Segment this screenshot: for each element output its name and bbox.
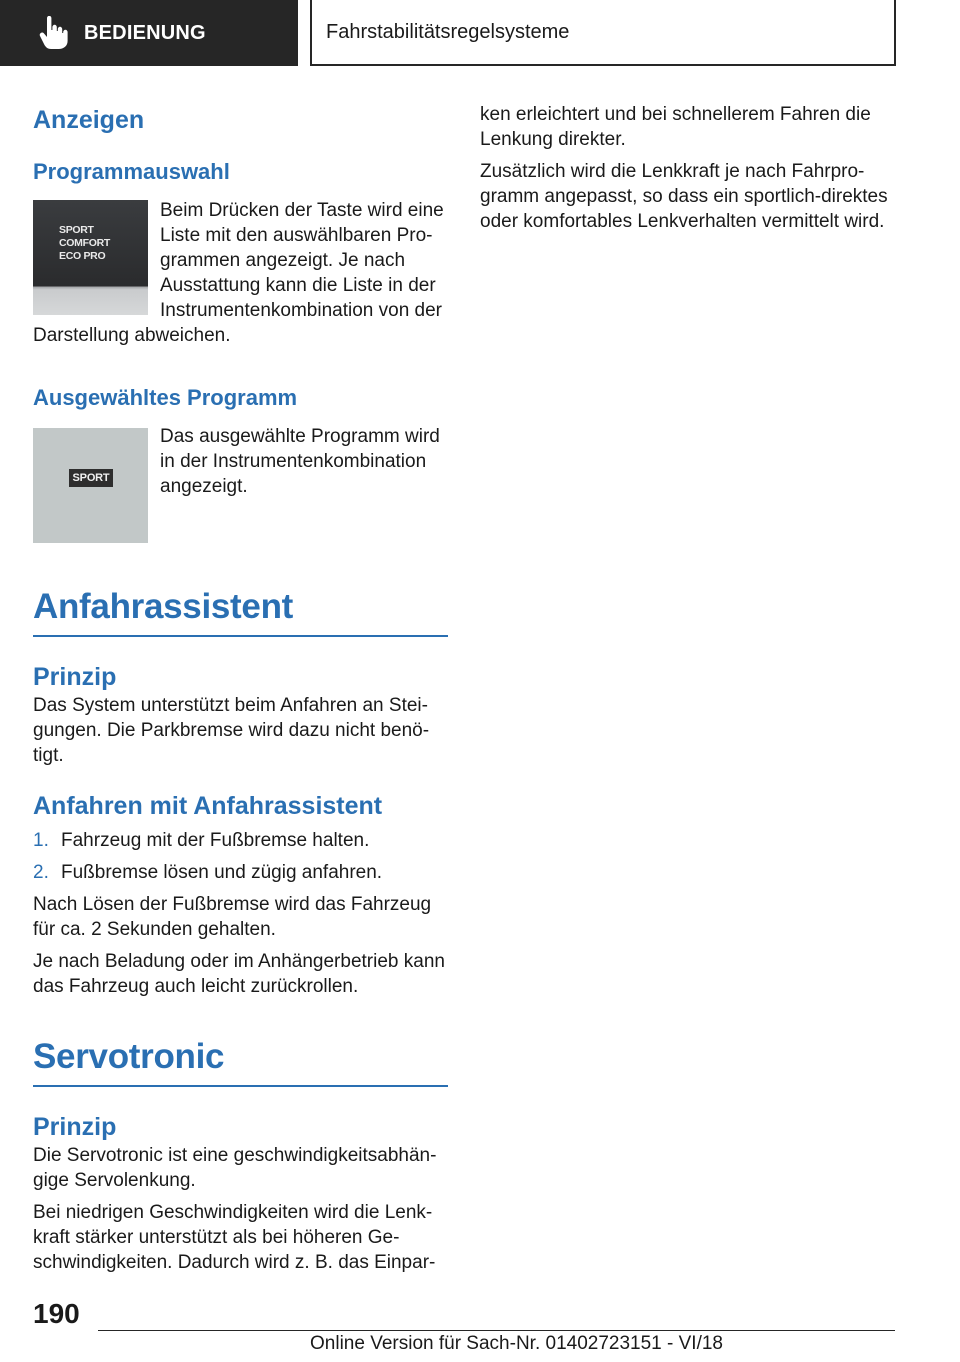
- step-text: Fahrzeug mit der Fußbremse halten.: [61, 830, 370, 851]
- step-number: 2.: [33, 862, 49, 883]
- servotronic-text-3: ken erleichtert und bei schnellerem Fahren die Lenkung direkter.: [480, 104, 871, 150]
- program-item: ECO PRO: [59, 250, 106, 262]
- hand-pointer-icon: [38, 16, 68, 50]
- page-header: [0, 0, 960, 66]
- heading-ausgewaehltes-programm: Ausgewähltes Programm: [33, 385, 298, 410]
- right-column: [480, 102, 900, 234]
- step-text: Fußbremse lösen und zügig anfahren.: [61, 862, 383, 883]
- chapter-tab: [310, 0, 896, 66]
- anfahrassistent-note-2: Je nach Beladung oder im Anhängerbetrieb kann das Fahrzeug auch leicht zurückrollen.: [33, 951, 445, 997]
- heading-prinzip: Prinzip: [33, 663, 117, 691]
- servotronic-text-4: Zusätzlich wird die Lenkkraft je nach Fahrpro‐gramm angepasst, so dass ein sportlich-direktes oder komfortables Lenkverhalten vermittelt wird.: [480, 161, 888, 232]
- heading-anzeigen: Anzeigen: [33, 106, 145, 134]
- anfahrassistent-note-1: Nach Lösen der Fußbremse wird das Fahrzeug für ca. 2 Sekunden gehalten.: [33, 894, 432, 940]
- online-version-text: Online Version für Sach-Nr. 01402723151 - VI/18: [310, 1333, 723, 1354]
- anfahrassistent-prinzip-text: Das System unterstützt beim Anfahren an Stei‐gungen. Die Parkbremse wird dazu nicht benö‐tigt.: [33, 695, 430, 766]
- servotronic-text-1: Die Servotronic ist eine geschwindigkeitsabhän‐gige Servolenkung.: [33, 1145, 437, 1191]
- section-tab: [0, 0, 298, 66]
- program-item: SPORT: [59, 224, 94, 236]
- heading-anfahrassistent: Anfahrassistent: [33, 587, 294, 626]
- servotronic-text-2: Bei niedrigen Geschwindigkeiten wird die Lenk‐kraft stärker unterstützt als bei höheren Ge‐schwindigkeiten. Dadurch wird z. B. das Einpar‐: [33, 1202, 436, 1273]
- program-menu: [59, 224, 110, 263]
- section-label: BEDIENUNG: [84, 21, 206, 44]
- left-column: [33, 96, 448, 1275]
- heading-rule: [33, 635, 448, 637]
- heading-programmauswahl: Programmauswahl: [33, 159, 230, 184]
- program-list-image: [33, 200, 148, 315]
- selected-program-image: [33, 428, 148, 543]
- program-item: COMFORT: [59, 237, 110, 249]
- heading-rule: [33, 1085, 448, 1087]
- step-number: 1.: [33, 830, 49, 851]
- chapter-title: Fahrstabilitätsregelsysteme: [326, 20, 570, 43]
- steps-list: [33, 828, 448, 885]
- ausgewaehlt-text: Das ausgewählte Programm wird in der Instrumentenkombination angezeigt.: [160, 426, 440, 497]
- sport-badge: SPORT: [69, 469, 113, 487]
- heading-servotronic: Servotronic: [33, 1037, 225, 1076]
- list-item: [33, 828, 448, 853]
- page-number: 190: [33, 1298, 80, 1329]
- programmauswahl-text: Beim Drücken der Taste wird eine Liste mit den auswählbaren Pro‐grammen angezeigt. Je nach Ausstattung kann die Liste in der Instrumentenkombination von der Darstellung abweichen.: [33, 200, 444, 346]
- heading-prinzip: Prinzip: [33, 1113, 117, 1141]
- footer-rule: [98, 1330, 895, 1331]
- heading-anfahren-mit-anfahrassistent: Anfahren mit Anfahrassistent: [33, 792, 383, 820]
- list-item: [33, 860, 448, 885]
